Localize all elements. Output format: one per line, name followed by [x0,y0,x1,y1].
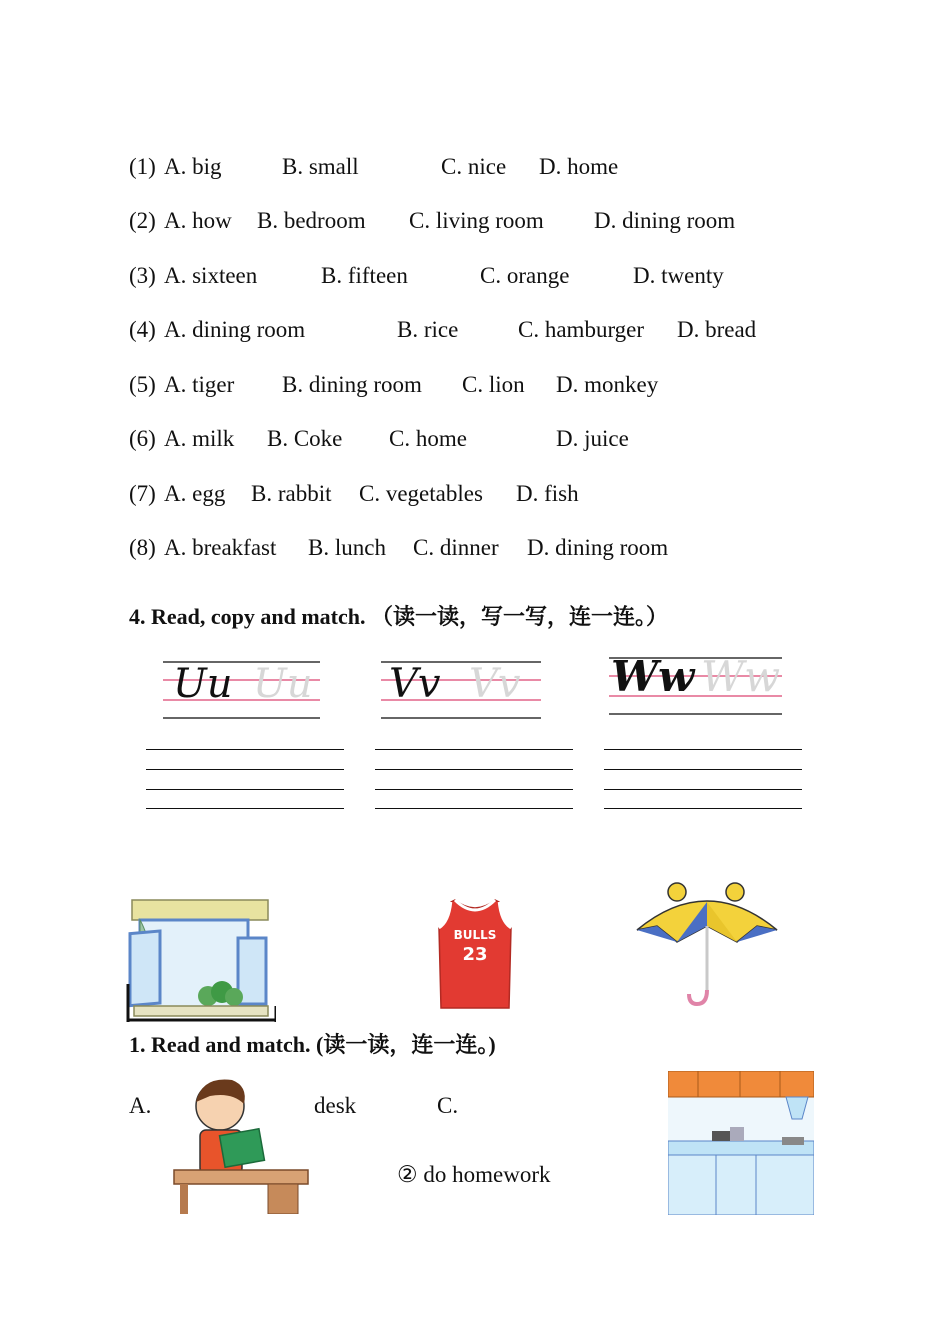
option-d: D. monkey [556,372,659,397]
option-a: A. tiger [164,372,235,397]
writing-lines-ww[interactable] [604,740,802,810]
boy-reading-picture [170,1074,310,1214]
label-a: A. [129,1093,152,1118]
option-d: D. fish [516,481,579,506]
option-b: B. lunch [308,535,386,560]
option-a: A. big [164,154,222,179]
letter-model-ww: Ww [611,652,695,701]
writing-line [146,789,344,790]
option-a: A. breakfast [164,535,277,560]
option-d: D. twenty [633,263,724,288]
section-4-heading: 4. Read, copy and match. （读一读，写一写，连一连。） [129,604,669,629]
option-a: A. egg [164,481,226,506]
option-d: D. home [539,154,619,179]
kitchen-icon [668,1071,814,1215]
writing-line [604,789,802,790]
option-d: D. bread [677,317,757,342]
writing-line [146,808,344,809]
question-number: (6) [129,426,156,451]
option-c: C. vegetables [359,481,483,506]
option-b: B. dining room [282,372,422,397]
option-b: B. fifteen [321,263,408,288]
option-b: B. rabbit [251,481,332,506]
letter-model-vv: Vv [389,661,441,707]
question-number: (8) [129,535,156,560]
option-b: B. bedroom [257,208,366,233]
umbrella-icon [633,880,781,1008]
letter-trace-uu: Uu [253,661,313,707]
option-b: B. rice [397,317,459,342]
option-c: C. orange [480,263,570,288]
option-b: B. Coke [267,426,343,451]
question-number: (4) [129,317,156,342]
jersey-number-text: 23 [462,944,488,965]
option-a: A. dining room [164,317,306,342]
jersey-team-text: BULLS [453,928,497,942]
umbrella-picture [633,880,781,1008]
writing-line [604,808,802,809]
phrase-do-homework: ② do homework [397,1162,551,1187]
option-c: C. home [389,426,467,451]
question-number: (5) [129,372,156,397]
letter-trace-vv: Vv [469,661,521,707]
option-d: D. dining room [594,208,736,233]
option-a: A. milk [164,426,235,451]
question-number: (3) [129,263,156,288]
question-number: (7) [129,481,156,506]
writing-line [146,749,344,750]
option-b: B. small [282,154,359,179]
writing-lines-vv[interactable] [375,740,573,810]
question-number: (2) [129,208,156,233]
option-a: A. sixteen [164,263,258,288]
letter-practice-uu [163,656,323,726]
window-picture [126,898,276,1023]
option-d: D. dining room [527,535,669,560]
question-number: (1) [129,154,156,179]
option-c: C. living room [409,208,544,233]
jersey-picture [435,898,515,1010]
writing-line [375,789,573,790]
writing-line [604,769,802,770]
writing-line [146,769,344,770]
option-c: C. dinner [413,535,499,560]
option-d: D. juice [556,426,629,451]
letter-practice-vv [381,656,541,726]
writing-lines-uu[interactable] [146,740,344,810]
letter-model-uu: Uu [173,661,233,707]
writing-line [604,749,802,750]
label-c: C. [437,1093,459,1118]
window-icon [126,898,276,1023]
kitchen-picture [668,1071,814,1215]
writing-line [375,769,573,770]
boy-reading-icon [170,1074,310,1214]
letter-practice-ww [609,652,781,722]
option-a: A. how [164,208,232,233]
section-1-heading: 1. Read and match. (读一读，连一连。) [129,1032,496,1057]
option-c: C. hamburger [518,317,645,342]
option-c: C. lion [462,372,525,397]
letter-trace-ww: Ww [701,652,781,701]
writing-line [375,749,573,750]
word-desk: desk [314,1093,357,1118]
writing-line [375,808,573,809]
option-c: C. nice [441,154,507,179]
